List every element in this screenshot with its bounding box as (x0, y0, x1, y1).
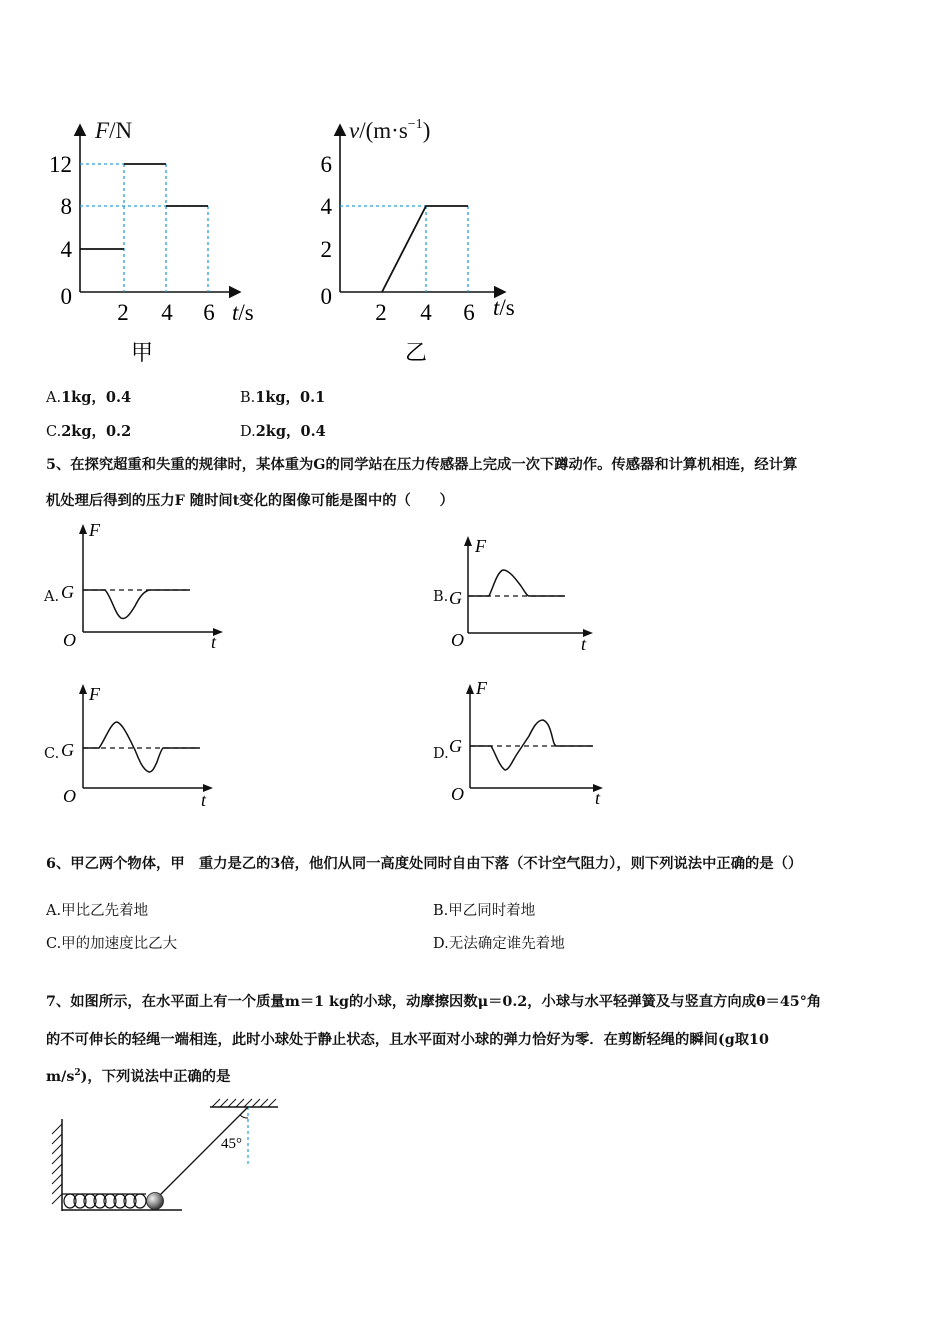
svg-text:O: O (63, 786, 76, 806)
q7-stem-line1: 7、如图所示，在水平面上有一个质量m＝1 kg的小球，动摩擦因数μ＝0.2，小球与水平轻弹簧及与竖直方向成θ＝45°角 (46, 994, 822, 1010)
q4-option-c[interactable]: C.2kg，0.2 (46, 423, 132, 440)
force-curve (83, 590, 190, 619)
q6-option-d[interactable]: D.无法确定谁先着地 (433, 936, 565, 952)
ball (147, 1193, 164, 1210)
q5-option-d-label[interactable]: D. (433, 746, 449, 762)
angle-label: 45° (221, 1136, 242, 1152)
svg-text:G: G (61, 582, 74, 602)
y-tick-0: 0 (60, 284, 72, 309)
x-tick-2: 2 (117, 300, 129, 325)
q5-graph-c[interactable] (55, 676, 225, 811)
q5-graph-b[interactable] (445, 530, 605, 660)
x-tick-4: 4 (161, 300, 173, 325)
q5-stem-line1: 5、在探究超重和失重的规律时，某体重为G的同学站在压力传感器上完成一次下蹲动作。传感器和计算机相连，经计算 (46, 457, 798, 473)
q4-option-b[interactable]: B.1kg，0.1 (240, 389, 326, 406)
y-tick-2: 2 (320, 237, 332, 262)
q6-stem: 6、甲乙两个物体，甲 重力是乙的3倍，他们从同一高度处同时自由下落（不计空气阻力），则下列说法中正确的是（） (46, 856, 803, 872)
q5-option-c-label[interactable]: C. (44, 746, 60, 762)
rope (157, 1107, 248, 1198)
y-tick-0: 0 (320, 284, 332, 309)
x-axis-label: t/s (232, 300, 254, 325)
x-tick-6: 6 (463, 300, 475, 325)
spring (62, 1194, 146, 1208)
q4-option-d[interactable]: D.2kg，0.4 (240, 423, 326, 440)
y-tick-8: 8 (60, 194, 72, 219)
x-tick-6: 6 (203, 300, 215, 325)
svg-text:O: O (63, 630, 76, 650)
svg-text:O: O (451, 784, 464, 804)
q6-option-c[interactable]: C.甲的加速度比乙大 (46, 936, 178, 952)
velocity-line (382, 206, 468, 292)
y-axis-label: F/N (95, 118, 133, 143)
q7-stem-line3: $m/s^2$)，下列说法中正确的是 (46, 1068, 231, 1085)
y-tick-4: 4 (320, 194, 332, 219)
svg-text:F: F (89, 684, 100, 704)
q7-stem-line2: 的不可伸长的轻绳一端相连，此时小球处于静止状态，且水平面对小球的弹力恰好为零．在剪断轻绳的瞬间(g取10 (46, 1032, 769, 1048)
svg-text:t: t (211, 632, 217, 652)
force-curve (468, 570, 565, 596)
svg-text:O: O (451, 630, 464, 650)
x-tick-2: 2 (375, 300, 387, 325)
svg-text:t: t (581, 634, 587, 654)
q4-option-a[interactable]: A.1kg，0.4 (46, 389, 132, 406)
q5-graph-a[interactable] (55, 518, 235, 658)
svg-text:G: G (449, 736, 462, 756)
caption-yi: 乙 (404, 341, 428, 366)
graph-yi (305, 110, 545, 370)
y-axis-label: $v/(m\cdot s^{-1})$ (349, 117, 431, 143)
q5-option-b-label[interactable]: B. (433, 589, 449, 605)
q6-option-b[interactable]: B.甲乙同时着地 (433, 903, 536, 919)
q5-graph-d[interactable] (445, 676, 615, 811)
svg-text:F: F (476, 678, 487, 698)
q6-option-a[interactable]: A.甲比乙先着地 (46, 903, 149, 919)
svg-text:G: G (61, 740, 74, 760)
y-tick-6: 6 (320, 152, 332, 177)
q5-option-a-label[interactable]: A. (44, 589, 60, 605)
svg-text:G: G (449, 588, 462, 608)
y-tick-12: 12 (49, 152, 72, 177)
caption-jia: 甲 (130, 341, 154, 366)
svg-text:t: t (201, 790, 207, 810)
y-tick-4: 4 (60, 237, 72, 262)
force-curve (470, 720, 593, 770)
force-curve (83, 722, 200, 772)
svg-text:t: t (595, 788, 601, 808)
q7-diagram (40, 1094, 290, 1219)
q5-stem-line2: 机处理后得到的压力F 随时间t变化的图像可能是图中的（ ） (46, 493, 454, 509)
graph-jia (40, 110, 280, 370)
x-tick-4: 4 (420, 300, 432, 325)
svg-text:F: F (475, 536, 486, 556)
x-axis-label: t/s (493, 295, 515, 320)
svg-text:F: F (89, 520, 100, 540)
